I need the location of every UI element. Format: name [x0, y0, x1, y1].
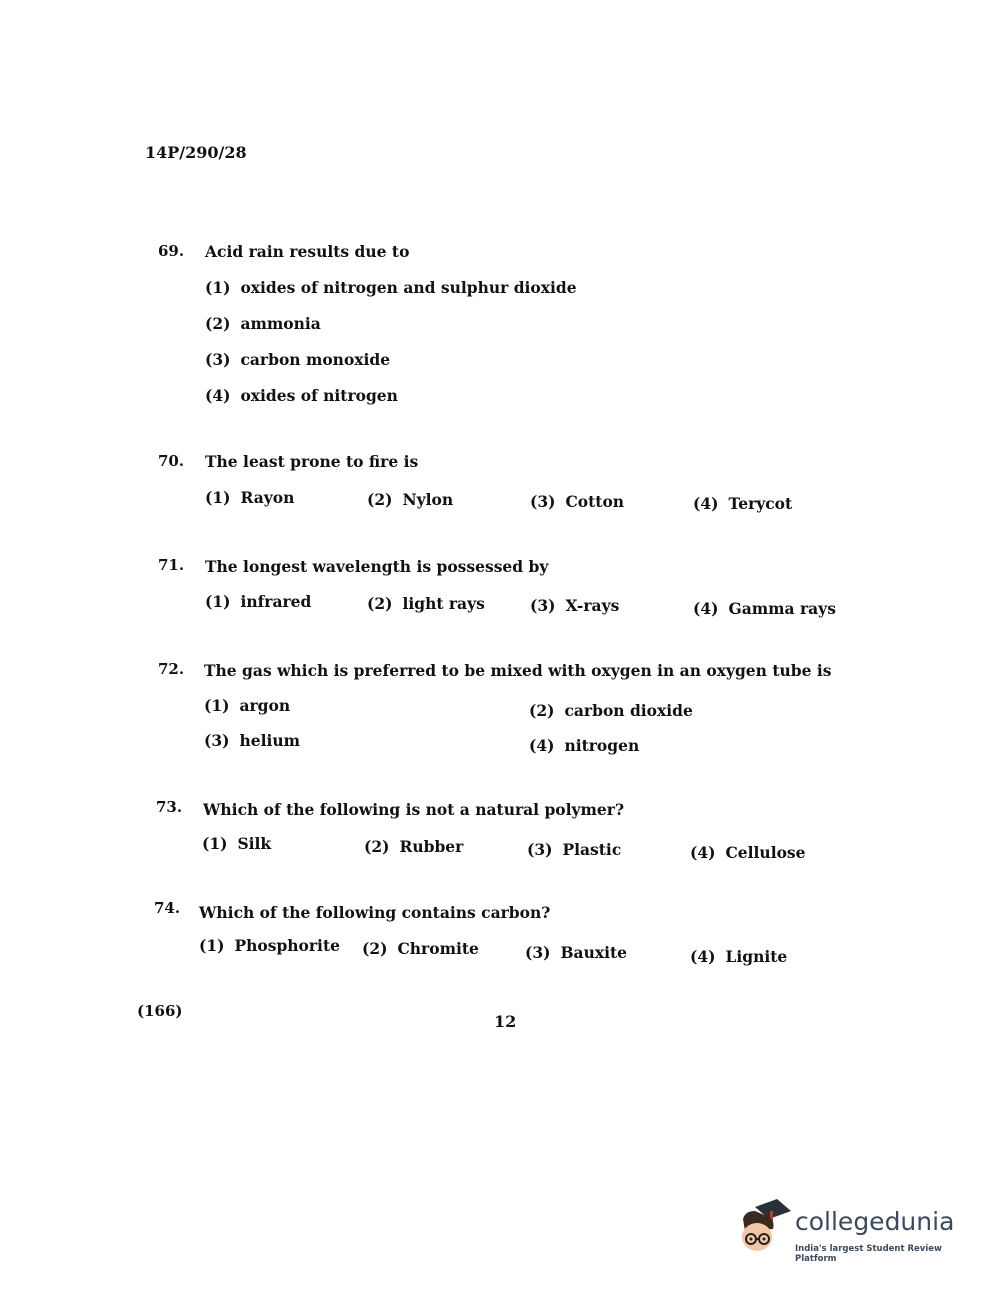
option-text: carbon dioxide: [564, 701, 693, 720]
option-1: [205, 592, 311, 611]
option-4: [693, 494, 792, 513]
option-text: ammonia: [240, 314, 321, 333]
question-text: The gas which is preferred to be mixed with oxygen in an oxygen tube is: [204, 661, 832, 680]
option-number: (2): [362, 939, 388, 958]
option-number: (3): [204, 731, 230, 750]
option-text: nitrogen: [564, 736, 640, 755]
question-text: The longest wavelength is possessed by: [205, 557, 549, 576]
question-text: The least prone to fire is: [205, 452, 419, 471]
option-2: [364, 837, 463, 856]
option-1: [202, 834, 271, 853]
question-number: 73.: [156, 798, 183, 816]
option-number: (4): [205, 386, 231, 405]
option-number: (4): [529, 736, 555, 755]
paper-code: 14P/290/28: [145, 143, 247, 162]
option-4: [205, 386, 398, 405]
option-text: argon: [239, 696, 291, 715]
option-text: X-rays: [565, 596, 620, 615]
option-number: (4): [693, 599, 719, 618]
option-text: Cotton: [565, 492, 625, 511]
option-2: [529, 701, 693, 720]
option-number: (3): [205, 350, 231, 369]
option-1: [199, 936, 340, 955]
footer-code: (166): [137, 1002, 183, 1020]
option-number: (1): [199, 936, 225, 955]
option-text: Chromite: [397, 939, 479, 958]
option-1: [205, 488, 294, 507]
option-1: [205, 278, 577, 297]
option-number: (2): [367, 490, 393, 509]
option-4: [690, 843, 806, 862]
option-number: (1): [204, 696, 230, 715]
option-2: [362, 939, 479, 958]
option-text: helium: [239, 731, 301, 750]
option-3: [530, 596, 619, 615]
option-number: (4): [690, 947, 716, 966]
logo-wordmark: collegedunia: [795, 1207, 955, 1236]
option-text: light rays: [402, 594, 485, 613]
option-number: (4): [690, 843, 716, 862]
collegedunia-logo: [735, 1197, 965, 1267]
question-text: Which of the following is not a natural polymer?: [203, 800, 625, 819]
option-3: [525, 943, 627, 962]
question-text: Acid rain results due to: [205, 242, 410, 261]
option-text: infrared: [240, 592, 312, 611]
question-number: 74.: [154, 899, 181, 917]
option-2: [205, 314, 321, 333]
option-number: (3): [527, 840, 553, 859]
option-2: [367, 594, 485, 613]
question-number: 70.: [158, 452, 185, 470]
option-4: [529, 736, 639, 755]
option-text: Terycot: [728, 494, 793, 513]
option-number: (4): [693, 494, 719, 513]
option-3: [204, 731, 300, 750]
option-number: (3): [530, 596, 556, 615]
option-text: Rayon: [240, 488, 295, 507]
option-number: (1): [205, 592, 231, 611]
option-text: Bauxite: [560, 943, 628, 962]
option-number: (1): [202, 834, 228, 853]
question-number: 72.: [158, 660, 185, 678]
option-number: (2): [529, 701, 555, 720]
option-text: Silk: [237, 834, 272, 853]
mascot-icon: [735, 1197, 793, 1257]
option-3: [527, 840, 621, 859]
option-4: [690, 947, 787, 966]
option-3: [205, 350, 390, 369]
option-number: (3): [530, 492, 556, 511]
option-number: (1): [205, 488, 231, 507]
option-text: oxides of nitrogen: [240, 386, 398, 405]
option-text: Rubber: [399, 837, 464, 856]
option-text: oxides of nitrogen and sulphur dioxide: [240, 278, 577, 297]
option-number: (3): [525, 943, 551, 962]
option-number: (2): [205, 314, 231, 333]
logo-tagline: India's largest Student Review Platform: [795, 1244, 942, 1264]
option-text: Phosphorite: [234, 936, 340, 955]
option-1: [204, 696, 290, 715]
question-number: 69.: [158, 242, 185, 260]
option-text: Nylon: [402, 490, 454, 509]
option-text: carbon monoxide: [240, 350, 391, 369]
option-text: Cellulose: [725, 843, 806, 862]
option-3: [530, 492, 624, 511]
option-number: (2): [367, 594, 393, 613]
question-text: Which of the following contains carbon?: [199, 903, 551, 922]
question-number: 71.: [158, 556, 185, 574]
page-number: 12: [494, 1012, 517, 1031]
option-number: (2): [364, 837, 390, 856]
option-4: [693, 599, 836, 618]
option-2: [367, 490, 453, 509]
option-text: Plastic: [562, 840, 622, 859]
option-number: (1): [205, 278, 231, 297]
option-text: Gamma rays: [728, 599, 836, 618]
option-text: Lignite: [725, 947, 788, 966]
